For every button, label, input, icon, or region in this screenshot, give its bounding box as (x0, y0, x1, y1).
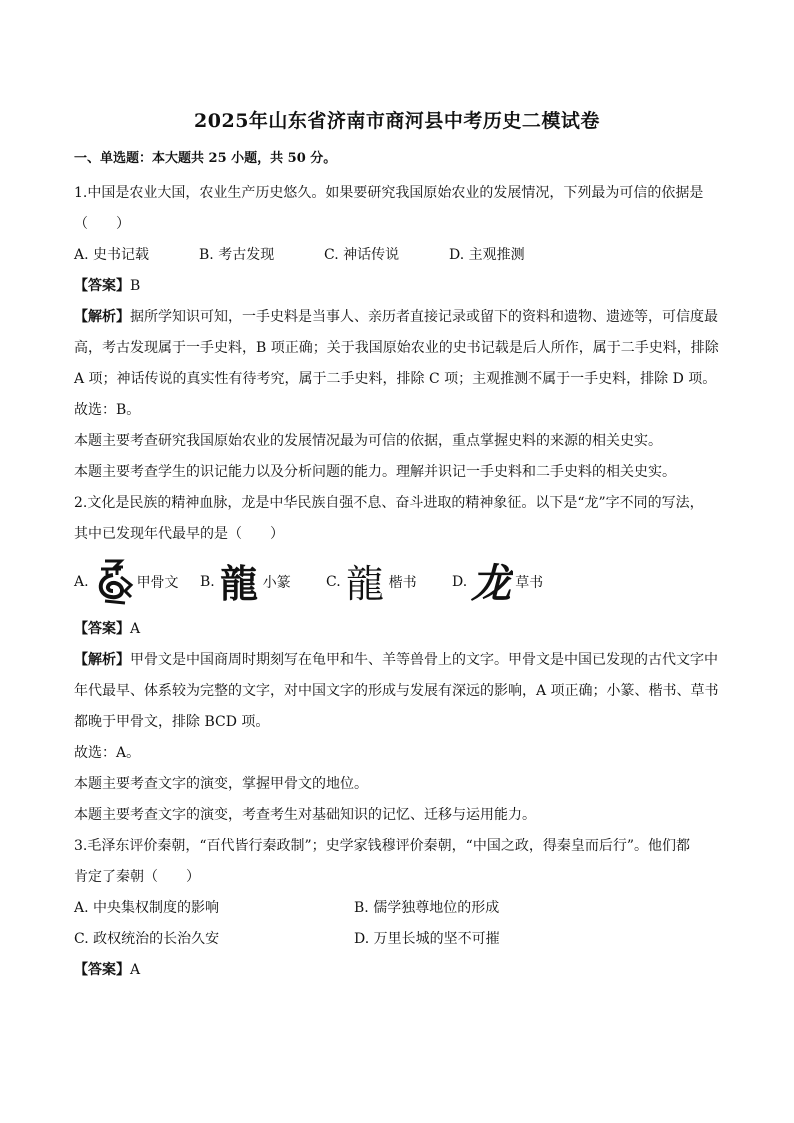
q2-option-b (200, 555, 326, 609)
answer-value: A (130, 962, 141, 978)
option-label: 楷书 (388, 575, 417, 591)
question-1 (74, 178, 720, 488)
q1-analysis-line3: A 项；神话传说的真实性有待考究，属于二手史料，排除 C 项；主观推测不属于一手史料，排除 D 项。 (74, 371, 717, 387)
option-label: 草书 (515, 575, 544, 591)
q2-analysis-line2: 年代最早、体系较为完整的文字，对中国文字的形成与发展有深远的影响，A 项正确；小篆、楷书、草书 (74, 683, 719, 699)
q3-options-row2 (74, 924, 720, 955)
q2-note2: 本题主要考查文字的演变，考查考生对基础知识的记忆、迁移与运用能力。 (74, 807, 536, 823)
page-title: 2025年山东省济南市商河县中考历史二模试卷 (194, 110, 600, 132)
q3-options-row1 (74, 893, 720, 924)
q2-analysis-line3: 都晚于甲骨文，排除 BCD 项。 (74, 714, 270, 730)
q1-note2: 本题主要考查学生的识记能力以及分析问题的能力。理解并识记一手史料和二手史料的相关史实。 (74, 464, 676, 480)
q3-stem-line1: 3.毛泽东评价秦朝，“百代皆行秦政制”；史学家钱穆评价秦朝，“中国之政，得秦皇而后行”。他们都 (74, 838, 690, 854)
small-seal-dragon-image (217, 555, 261, 609)
q3-option-c: C. 政权统治的长治久安 (74, 931, 220, 947)
option-label: 小篆 (262, 575, 291, 591)
svg-text:龍: 龍 (219, 561, 258, 606)
q2-answer (74, 614, 720, 645)
q2-options (74, 550, 720, 614)
q1-option-c: C. 神话传说 (324, 247, 400, 263)
q1-analysis-line2: 高，考古发现属于一手史料，B 项正确；关于我国原始农业的史书记载是后人所作，属于二手史料，排除 (74, 340, 719, 356)
q2-analysis-line1 (74, 645, 720, 676)
answer-value: A (130, 621, 141, 637)
question-3 (74, 831, 720, 986)
analysis-tag: 【解析】 (74, 309, 130, 325)
q1-stem-line1: 1.中国是农业大国，农业生产历史悠久。如果要研究我国原始农业的发展情况，下列最为可信的依据是 (74, 185, 704, 201)
option-letter: C. (326, 574, 341, 590)
answer-value: B (130, 278, 141, 294)
option-letter: D. (452, 574, 468, 590)
option-letter: B. (200, 574, 215, 590)
q3-answer (74, 955, 720, 986)
q1-option-b: B. 考古发现 (199, 247, 275, 263)
q1-note1: 本题主要考查研究我国原始农业的发展情况最为可信的依据，重点掌握史料的来源的相关史实。 (74, 433, 662, 449)
q3-option-b: B. 儒学独尊地位的形成 (354, 900, 500, 916)
option-label: 甲骨文 (136, 575, 179, 591)
q3-stem-line2: 肯定了秦朝（ ） (74, 869, 200, 885)
analysis-text: 甲骨文是中国商周时期刻写在龟甲和牛、羊等兽骨上的文字。甲骨文是中国已发现的古代文字中 (130, 652, 718, 668)
q1-conclusion: 故选：B。 (74, 402, 141, 418)
q1-stem-line2: （ ） (74, 216, 130, 232)
q1-options (74, 240, 720, 271)
q1-answer (74, 271, 720, 302)
analysis-text: 据所学知识可知，一手史料是当事人、亲历者直接记录或留下的资料和遗物、遗迹等，可信度最 (130, 309, 718, 325)
svg-text:龍: 龍 (345, 562, 384, 606)
q2-option-d (452, 555, 578, 609)
exam-page (74, 100, 720, 986)
option-letter: A. (74, 574, 89, 590)
cursive-dragon-image (469, 555, 513, 609)
q3-option-d: D. 万里长城的坚不可摧 (354, 931, 500, 947)
answer-tag: 【答案】 (74, 962, 130, 978)
regular-script-dragon-image (343, 555, 387, 609)
analysis-tag: 【解析】 (74, 652, 130, 668)
section-heading: 一、单选题：本大题共 25 小题，共 50 分。 (74, 151, 337, 166)
answer-tag: 【答案】 (74, 278, 130, 294)
q1-analysis-line1 (74, 302, 720, 333)
q2-note1: 本题主要考查文字的演变，掌握甲骨文的地位。 (74, 776, 368, 792)
question-2 (74, 488, 720, 831)
q2-stem-line1: 2.文化是民族的精神血脉，龙是中华民族自强不息、奋斗进取的精神象征。以下是“龙”字不同的写法， (74, 495, 704, 511)
q3-option-a: A. 中央集权制度的影响 (74, 900, 220, 916)
q2-option-c (326, 555, 452, 609)
q2-conclusion: 故选：A。 (74, 745, 141, 761)
oracle-bone-dragon-image (91, 555, 135, 609)
q1-option-a: A. 史书记载 (74, 247, 150, 263)
svg-text:龙: 龙 (471, 560, 512, 607)
q1-option-d: D. 主观推测 (449, 247, 525, 263)
q2-stem-line2: 其中已发现年代最早的是（ ） (74, 526, 284, 542)
q2-option-a (74, 555, 200, 609)
answer-tag: 【答案】 (74, 621, 130, 637)
